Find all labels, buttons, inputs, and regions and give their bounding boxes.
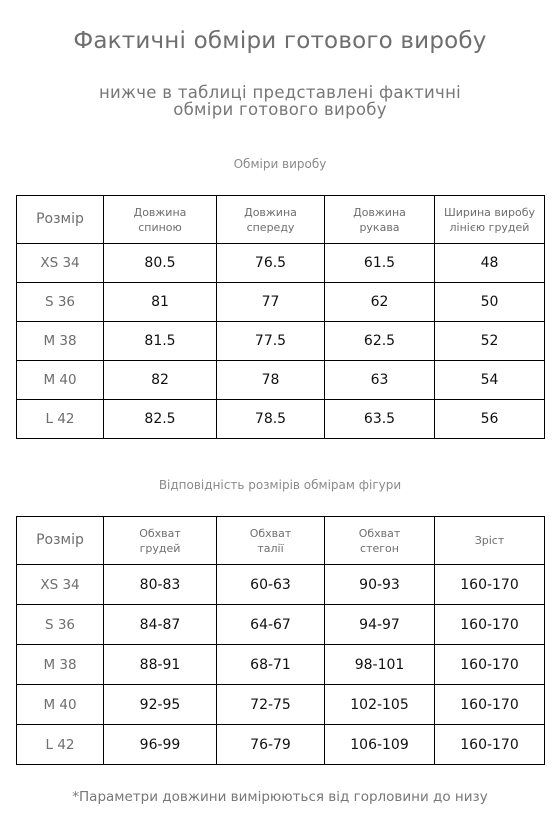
size-cell: S 36 xyxy=(17,283,104,322)
value-cell: 98-101 xyxy=(325,645,435,685)
value-cell: 61.5 xyxy=(325,244,435,283)
table-header-row xyxy=(17,196,545,244)
size-cell: L 42 xyxy=(17,400,104,439)
table-row xyxy=(17,361,545,400)
subtitle-line-1: нижче в таблиці представлені фактичні xyxy=(98,83,462,102)
value-cell: 94-97 xyxy=(325,605,435,645)
garment-measurements-caption: Обміри виробу xyxy=(233,157,327,171)
value-cell: 62 xyxy=(325,283,435,322)
value-cell: 76-79 xyxy=(217,725,325,765)
value-cell: 63.5 xyxy=(325,400,435,439)
footnote: *Параметри довжини вимірюються від горловини до низу xyxy=(72,789,488,805)
value-cell: 54 xyxy=(435,361,545,400)
value-cell: 72-75 xyxy=(217,685,325,725)
value-cell: 96-99 xyxy=(104,725,217,765)
header-height: Зріст xyxy=(435,517,545,565)
header-chest-girth: Обхват грудей xyxy=(104,517,217,565)
table-row xyxy=(17,605,545,645)
value-cell: 160-170 xyxy=(435,685,545,725)
body-measurements-caption: Відповідність розмірів обмірам фігури xyxy=(158,478,402,492)
value-cell: 81.5 xyxy=(104,322,217,361)
value-cell: 80.5 xyxy=(104,244,217,283)
header-waist-girth: Обхват талії xyxy=(217,517,325,565)
value-cell: 82 xyxy=(104,361,217,400)
table-header-row xyxy=(17,517,545,565)
value-cell: 88-91 xyxy=(104,645,217,685)
value-cell: 68-71 xyxy=(217,645,325,685)
size-cell: M 40 xyxy=(17,685,104,725)
header-front-length: Довжина спереду xyxy=(217,196,325,244)
table-row xyxy=(17,565,545,605)
table-row xyxy=(17,685,545,725)
table-row xyxy=(17,244,545,283)
header-hip-girth: Обхват стегон xyxy=(325,517,435,565)
size-cell: L 42 xyxy=(17,725,104,765)
value-cell: 48 xyxy=(435,244,545,283)
body-measurements-table xyxy=(16,516,545,765)
page-subtitle xyxy=(0,84,560,118)
value-cell: 92-95 xyxy=(104,685,217,725)
value-cell: 64-67 xyxy=(217,605,325,645)
value-cell: 78 xyxy=(217,361,325,400)
size-cell: M 38 xyxy=(17,645,104,685)
header-size: Розмір xyxy=(17,517,104,565)
table-row xyxy=(17,725,545,765)
page-title: Фактичні обміри готового виробу xyxy=(73,28,487,54)
header-chest-width: Ширина виробу лінією грудей xyxy=(435,196,545,244)
value-cell: 160-170 xyxy=(435,605,545,645)
value-cell: 77.5 xyxy=(217,322,325,361)
size-cell: XS 34 xyxy=(17,244,104,283)
value-cell: 77 xyxy=(217,283,325,322)
header-back-length: Довжина спиною xyxy=(104,196,217,244)
value-cell: 106-109 xyxy=(325,725,435,765)
garment-measurements-table xyxy=(16,195,545,439)
value-cell: 78.5 xyxy=(217,400,325,439)
header-size: Розмір xyxy=(17,196,104,244)
value-cell: 62.5 xyxy=(325,322,435,361)
value-cell: 90-93 xyxy=(325,565,435,605)
value-cell: 56 xyxy=(435,400,545,439)
value-cell: 102-105 xyxy=(325,685,435,725)
value-cell: 160-170 xyxy=(435,725,545,765)
size-cell: M 40 xyxy=(17,361,104,400)
table-row xyxy=(17,322,545,361)
value-cell: 81 xyxy=(104,283,217,322)
table-row xyxy=(17,645,545,685)
value-cell: 84-87 xyxy=(104,605,217,645)
value-cell: 82.5 xyxy=(104,400,217,439)
value-cell: 160-170 xyxy=(435,565,545,605)
value-cell: 50 xyxy=(435,283,545,322)
table-row xyxy=(17,283,545,322)
table-row xyxy=(17,400,545,439)
value-cell: 80-83 xyxy=(104,565,217,605)
value-cell: 60-63 xyxy=(217,565,325,605)
value-cell: 76.5 xyxy=(217,244,325,283)
value-cell: 160-170 xyxy=(435,645,545,685)
header-sleeve-length: Довжина рукава xyxy=(325,196,435,244)
size-cell: M 38 xyxy=(17,322,104,361)
value-cell: 52 xyxy=(435,322,545,361)
value-cell: 63 xyxy=(325,361,435,400)
subtitle-line-2: обміри готового виробу xyxy=(173,100,387,119)
size-cell: S 36 xyxy=(17,605,104,645)
size-cell: XS 34 xyxy=(17,565,104,605)
